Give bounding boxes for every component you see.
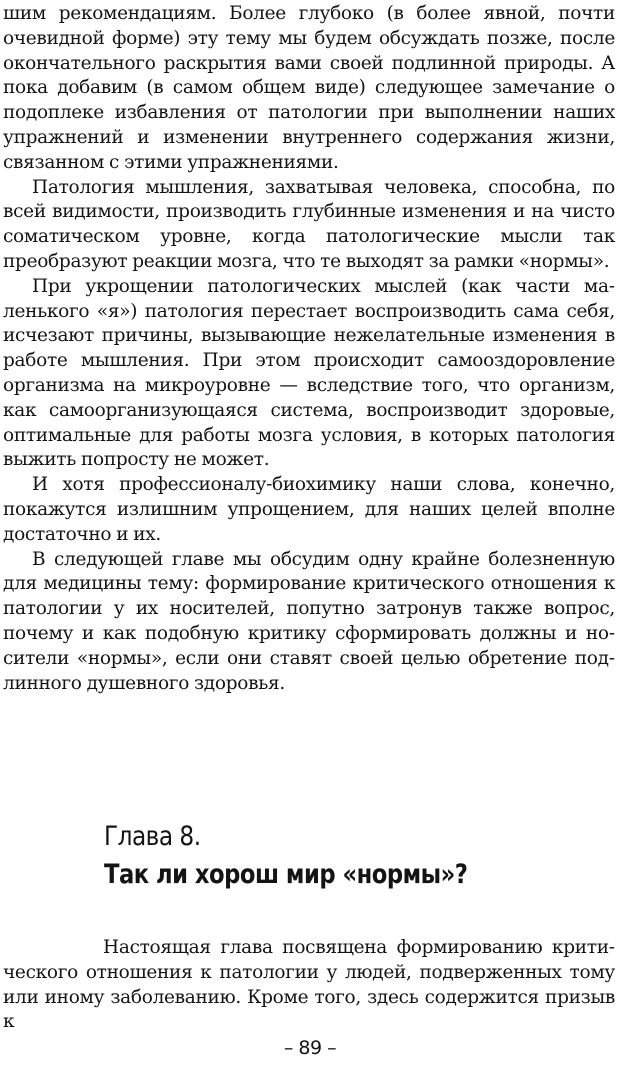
- paragraph: Патология мышления, захватывая человека, способна, по всей видимости, производить глубинные изменения и на чисто соматическом уровне, когда патологические мысли так преобразуют реакции мозга, что те выходят за рамки «нормы».: [3, 176, 615, 272]
- paragraph: В следующей главе мы обсудим одну крайне болезненную для медицины тему: формирование критического отношения к патологии у их носителей, попутно затронув также вопрос, почему и как подобную критику сформировать должны и носители «нормы», если они ставят своей целью обретение подлинного душевного здоровья.: [3, 548, 615, 694]
- paragraph: И хотя профессионалу-биохимику наши слова, конечно, покажутся излишним упрощением, для наших целей вполне достаточно и их.: [3, 474, 615, 545]
- chapter-heading: [104, 818, 604, 894]
- chapter-title: Так ли хорош мир «нормы»?: [104, 859, 468, 890]
- paragraph: Настоящая глава посвящена формированию критического отношения к патологии у людей, подверженных тому или иному заболеванию. Кроме того, здесь содержится призыв к: [3, 937, 615, 1033]
- body-text-top: [3, 2, 615, 696]
- chapter-number: Глава 8.: [104, 821, 201, 852]
- page-number: – 89 –: [283, 1037, 337, 1059]
- paragraph: При укрощении патологических мыслей (как части маленького «я») патология перестает воспроизводить сама себя, исчезают причины, вызывающие нежелательные изменения в работе мышления. При этом происходит самооздоровление организма на микроуровне — вследствие того, что организм, как самоорганизующаяся система, воспроизводит здоровые, оптимальные для работы мозга условия, в которых патология выжить попросту не может.: [3, 275, 615, 471]
- body-text-bottom: [3, 936, 615, 1035]
- paragraph: шим рекомендациям. Более глубоко (в более явной, почти очевидной форме) эту тему мы будем обсуждать позже, после окончательного раскрытия вами своей подлинной природы. А пока добавим (в самом общем виде) следующее замечание о подоплеке избавления от патологии при выполнении наших упражнений и изменении внутреннего содержания жизни, связанном с этими упражнениями.: [3, 3, 615, 173]
